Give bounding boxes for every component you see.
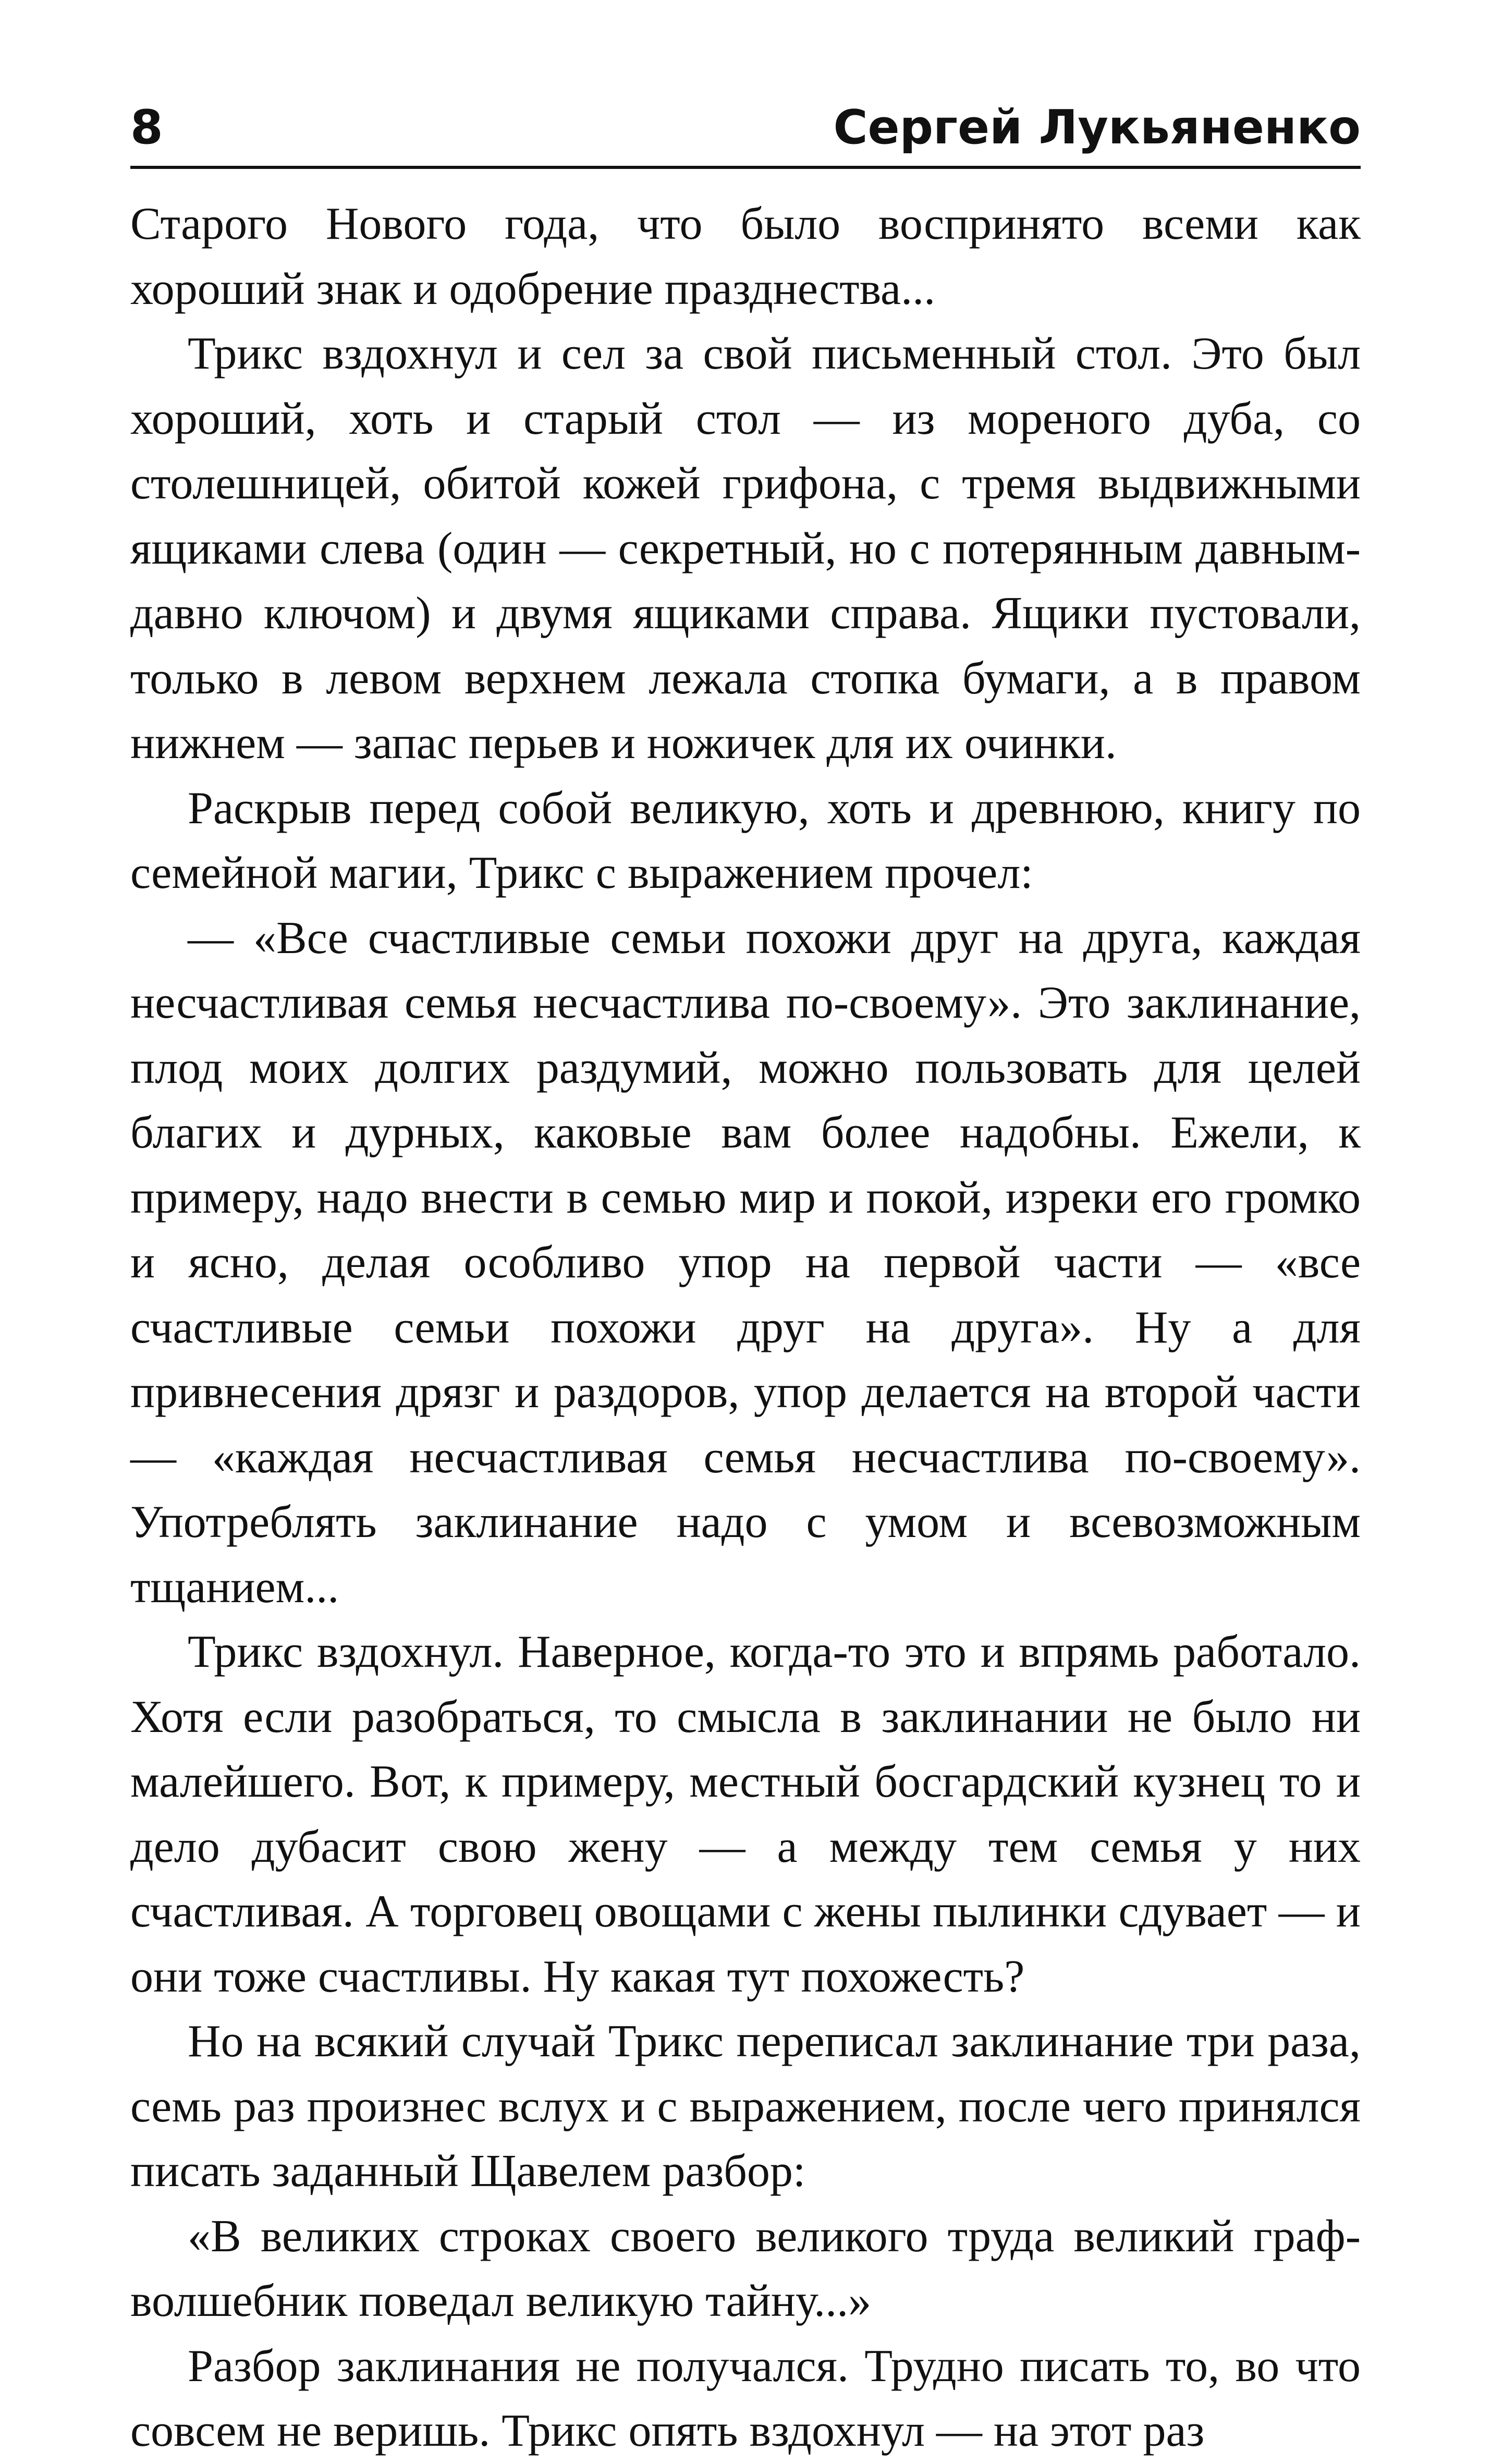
paragraph: Старого Нового года, что было воспринято всеми как хороший знак и одобрение празднества... — [130, 199, 1361, 314]
running-title: Сергей Лукьяненко — [833, 100, 1361, 155]
book-page — [130, 100, 1361, 2464]
page-number: 8 — [130, 100, 163, 155]
paragraph: «В великих строках своего великого труда великий граф-волшебник поведал великую тайну...» — [130, 2211, 1361, 2326]
paragraph: Разбор заклинания не получался. Трудно писать то, во что совсем не веришь. Трикс опять вздохнул — на этот раз — [130, 2340, 1361, 2456]
paragraph: Раскрыв перед собой великую, хоть и древнюю, книгу по семейной магии, Трикс с выражением прочел: — [130, 783, 1361, 898]
body-text — [130, 192, 1361, 2464]
page-header — [130, 100, 1361, 169]
paragraph: — «Все счастливые семьи похожи друг на друга, каждая несчастливая семья несчастлива по-своему». Это заклинание, плод моих долгих раздумий, можно пользовать для целей благих и дурных, каковые вам более надобны. Ежели, к примеру, надо внести в семью мир и покой, изреки его громко и ясно, делая особливо упор на первой части — «все счастливые семьи похожи друг на друга». Ну а для привнесения дрязг и раздоров, упор делается на второй части — «каждая несчастливая семья несчастлива по-своему». Употреблять заклинание надо с умом и всевозможным тщанием... — [130, 912, 1361, 1613]
paragraph: Трикс вздохнул и сел за свой письменный стол. Это был хороший, хоть и старый стол — из мореного дуба, со столешницей, обитой кожей грифона, с тремя выдвижными ящиками слева (один — секретный, но с потерянным давным-давно ключом) и двумя ящиками справа. Ящики пустовали, только в левом верхнем лежала стопка бумаги, а в правом нижнем — запас перьев и ножичек для их очинки. — [130, 328, 1361, 769]
paragraph: Но на всякий случай Трикс переписал заклинание три раза, семь раз произнес вслух и с выражением, после чего принялся писать заданный Щавелем разбор: — [130, 2016, 1361, 2197]
paragraph: Трикс вздохнул. Наверное, когда-то это и впрямь работало. Хотя если разобраться, то смысла в заклинании не было ни малейшего. Вот, к примеру, местный босгардский кузнец то и дело дубасит свою жену — а между тем семья у них счастливая. А торговец овощами с жены пылинки сдувает — и они тоже счастливы. Ну какая тут похожесть? — [130, 1627, 1361, 2002]
